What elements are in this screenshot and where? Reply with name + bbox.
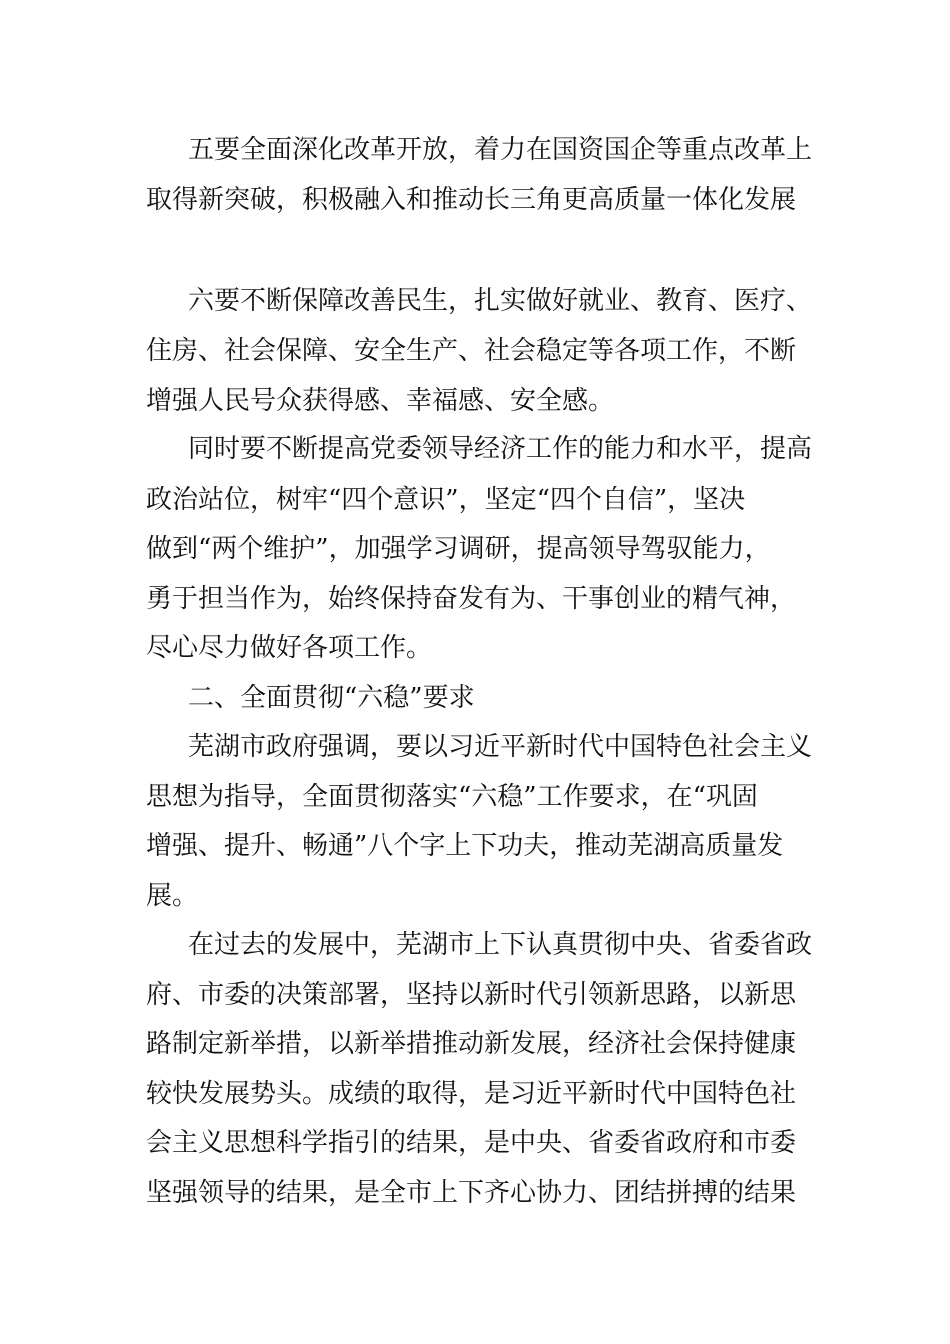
text-line: 尽心尽力做好各项工作。: [146, 633, 433, 663]
text-line: 增强人民号众获得感、幸福感、安全感。: [146, 386, 615, 416]
text-line: 取得新突破，积极融入和推动长三角更高质量一体化发展: [146, 185, 797, 215]
text-line: 做到“两个维护”，加强学习调研，提高领导驾驭能力，: [146, 534, 771, 564]
text-line: 在过去的发展中，芜湖市上下认真贯彻中央、省委省政: [188, 930, 813, 960]
text-line: 芜湖市政府强调，要以习近平新时代中国特色社会主义: [188, 732, 813, 762]
text-line: 住房、社会保障、安全生产、社会稳定等各项工作，不断: [146, 336, 797, 366]
text-line: 同时要不断提高党委领导经济工作的能力和水平，提高: [188, 434, 813, 464]
text-line: 六要不断保障改善民生，扎实做好就业、教育、医疗、: [188, 286, 813, 316]
text-line: 较快发展势头。成绩的取得，是习近平新时代中国特色社: [146, 1079, 797, 1109]
text-line: 思想为指导，全面贯彻落实“六稳”工作要求，在“巩固: [146, 782, 758, 812]
text-line: 府、市委的决策部署，坚持以新时代引领新思路，以新思: [146, 980, 797, 1010]
text-line: 会主义思想科学指引的结果，是中央、省委省政府和市委: [146, 1128, 797, 1158]
section-heading: 二、全面贯彻“六稳”要求: [188, 683, 475, 713]
text-line: 增强、提升、畅通”八个字上下功夫，推动芜湖高质量发: [146, 831, 784, 861]
text-line: 政治站位，树牢“四个意识”，坚定“四个自信”，坚决: [146, 485, 746, 515]
text-line: 勇于担当作为，始终保持奋发有为、干事创业的精气神，: [146, 584, 797, 614]
text-line: 五要全面深化改革开放，着力在国资国企等重点改革上: [188, 135, 813, 165]
text-line: 路制定新举措，以新举措推动新发展，经济社会保持健康: [146, 1029, 797, 1059]
text-line: 展。: [146, 881, 199, 911]
text-line: 坚强领导的结果，是全市上下齐心协力、团结拼搏的结果: [146, 1178, 797, 1208]
